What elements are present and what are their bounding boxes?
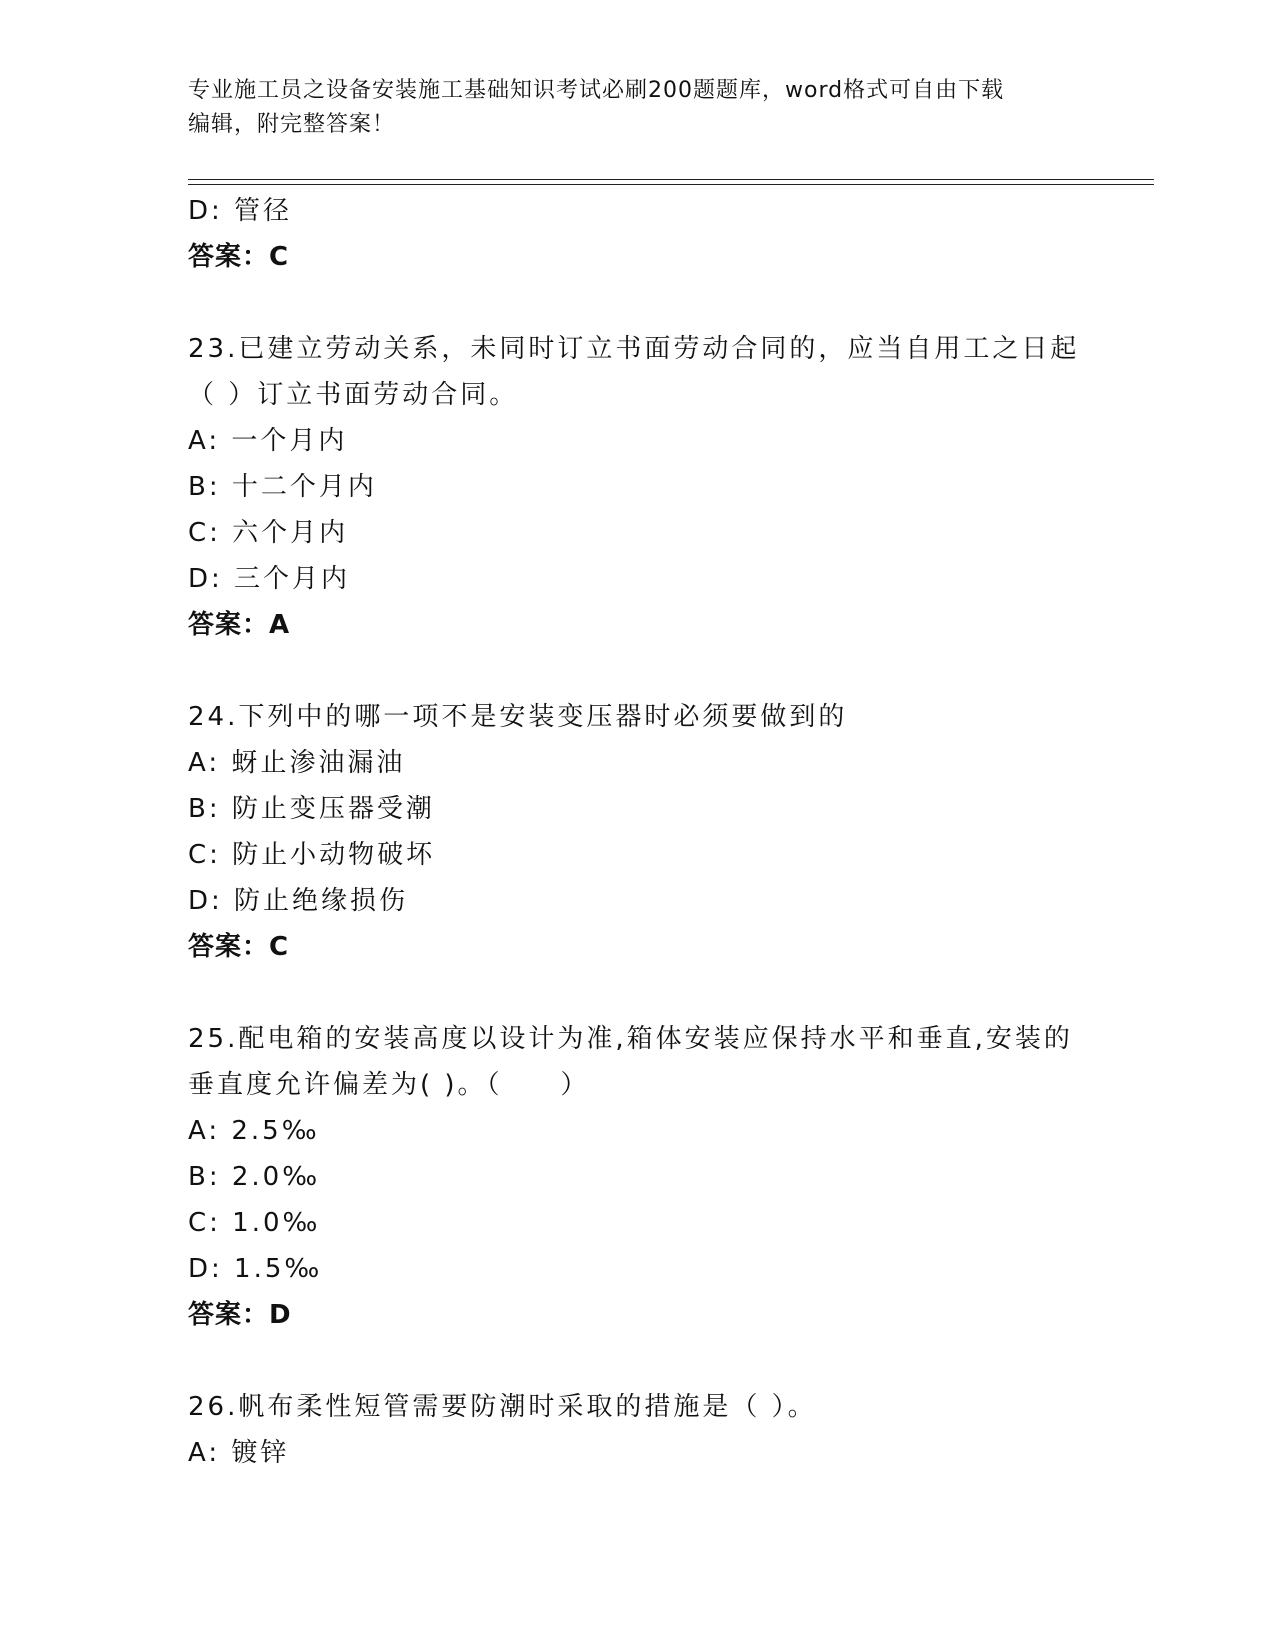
answer: 答案：D — [188, 1300, 292, 1330]
answer: 答案：A — [188, 610, 291, 640]
answer: 答案：C — [188, 932, 290, 962]
document-header — [188, 74, 1088, 142]
option-a: A: 一个月内 — [188, 426, 348, 456]
question-stem: 24.下列中的哪一项不是安装变压器时必须要做到的 — [188, 702, 848, 732]
option-b: B: 十二个月内 — [188, 472, 377, 502]
question-24 — [188, 694, 1088, 970]
question-22 — [188, 188, 1088, 280]
answer: 答案：C — [188, 242, 290, 272]
option-c: C: 1.0‰ — [188, 1208, 321, 1238]
question-stem: 25.配电箱的安装高度以设计为准,箱体安装应保持水平和垂直,安装的 — [188, 1024, 1073, 1054]
header-line-1: 专业施工员之设备安装施工基础知识考试必刷200题题库，word格式可自由下载 — [188, 78, 1005, 103]
header-line-2: 编辑，附完整答案！ — [188, 112, 396, 137]
question-stem-cont: （ ）订立书面劳动合同。 — [188, 380, 519, 410]
question-23 — [188, 326, 1088, 648]
option-a: A: 蚜止渗油漏油 — [188, 748, 406, 778]
question-stem: 26.帆布柔性短管需要防潮时采取的措施是（ ）。 — [188, 1392, 817, 1422]
option-b: B: 防止变压器受潮 — [188, 794, 435, 824]
question-25 — [188, 1016, 1088, 1338]
header-divider-bottom — [188, 184, 1154, 185]
option-d: D: 防止绝缘损伤 — [188, 886, 409, 916]
question-stem-cont: 垂直度允许偏差为( )。（ ） — [188, 1070, 590, 1100]
option-c: C: 防止小动物破坏 — [188, 840, 436, 870]
option-c: C: 六个月内 — [188, 518, 349, 548]
question-list — [188, 188, 1088, 1476]
option-d: D: 三个月内 — [188, 564, 351, 594]
question-26 — [188, 1384, 1088, 1476]
option-a: A: 镀锌 — [188, 1438, 290, 1468]
option-b: B: 2.0‰ — [188, 1162, 321, 1192]
option-a: A: 2.5‰ — [188, 1116, 320, 1146]
option-d: D: 管径 — [188, 196, 293, 226]
header-divider-top — [188, 179, 1154, 180]
option-d: D: 1.5‰ — [188, 1254, 323, 1284]
question-stem: 23.已建立劳动关系，未同时订立书面劳动合同的，应当自用工之日起 — [188, 334, 1080, 364]
